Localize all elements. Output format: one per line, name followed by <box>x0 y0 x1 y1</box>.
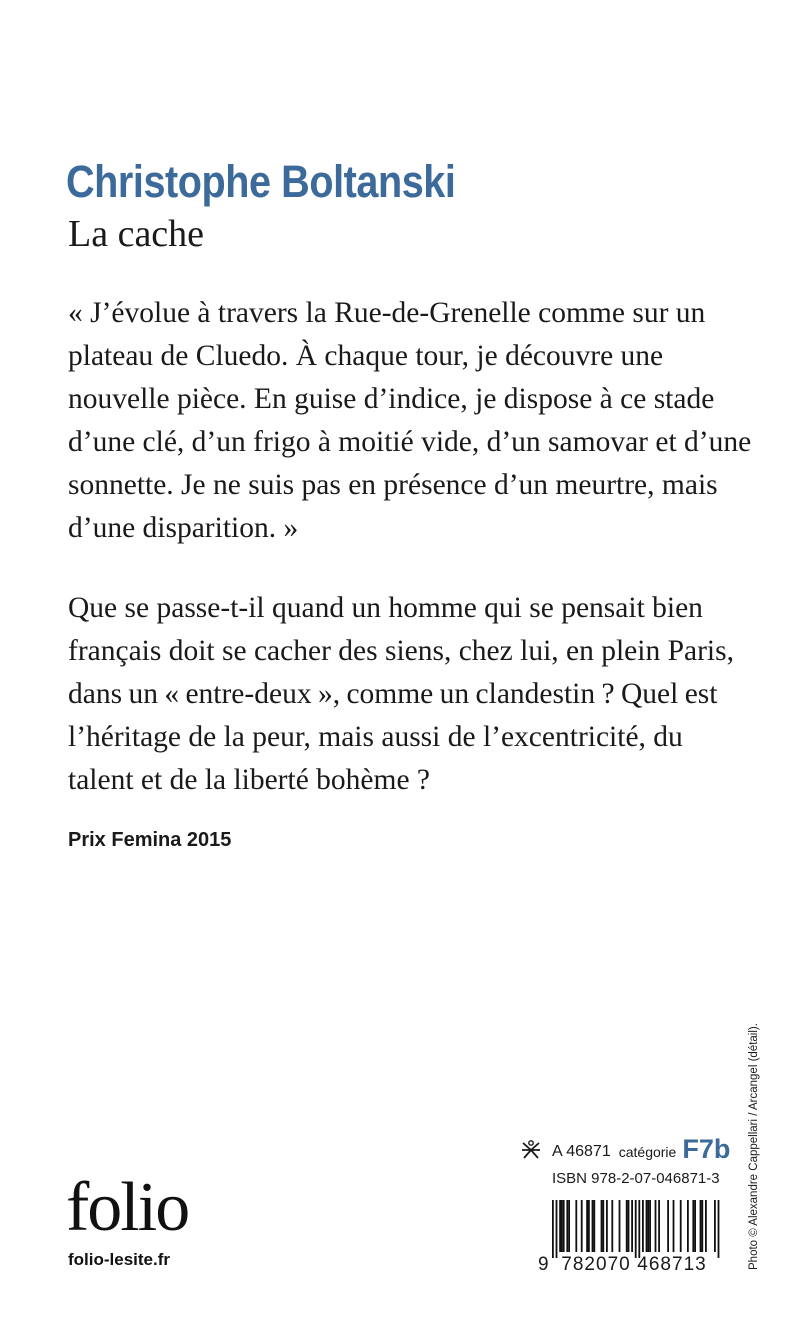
barcode-bar <box>628 1200 630 1252</box>
folio-logo: folio <box>66 1169 189 1246</box>
excerpt-quote <box>68 292 758 550</box>
barcode-bar <box>694 1200 696 1252</box>
barcode-bar <box>647 1200 649 1252</box>
barcode-bar <box>561 1200 563 1252</box>
barcode-bar <box>611 1200 613 1252</box>
barcode-bar <box>718 1200 720 1258</box>
barcode-bar <box>701 1200 703 1252</box>
barcode-bar <box>586 1200 588 1252</box>
summary-line: français doit se cacher des siens, chez lui, en plein Paris, <box>68 635 734 667</box>
barcode-bar <box>593 1200 595 1252</box>
quote-line: sonnette. Je ne suis pas en présence d’un meurtre, mais <box>68 469 718 501</box>
barcode-bar <box>606 1200 608 1252</box>
quote-line: d’une disparition. » <box>68 512 299 544</box>
barcode-bar <box>655 1200 657 1252</box>
barcode-bar <box>601 1200 603 1252</box>
barcode-bar <box>575 1200 577 1252</box>
barcode-bar <box>667 1200 669 1252</box>
barcode-bar <box>680 1200 682 1252</box>
barcode-bar <box>556 1200 558 1258</box>
summary-line: dans un « entre-deux », comme un clandestin ? Quel est <box>68 678 718 710</box>
barcode-bar <box>638 1200 640 1258</box>
barcode-bar <box>563 1200 565 1252</box>
barcode-bar <box>700 1200 702 1252</box>
summary-line: Que se passe-t-il quand un homme qui se pensait bien <box>68 592 703 624</box>
barcode <box>536 1200 720 1272</box>
barcode-bar <box>714 1200 716 1252</box>
book-title: La cache <box>68 213 205 255</box>
barcode-bar <box>646 1200 648 1252</box>
author-name: Christophe Boltanski <box>66 156 456 207</box>
barcode-bar <box>687 1200 689 1252</box>
barcode-bar <box>552 1200 554 1258</box>
barcode-digits-left: 782070 <box>561 1254 631 1272</box>
barcode-bar <box>673 1200 675 1252</box>
barcode-bar <box>619 1200 621 1252</box>
isbn: ISBN 978-2-07-046871-3 <box>552 1170 720 1187</box>
category-code: F7b <box>682 1134 731 1164</box>
summary-line: l’héritage de la peur, mais aussi de l’excentricité, du <box>68 721 683 753</box>
summary-line: talent et de la liberté bohème ? <box>68 764 431 796</box>
barcode-bar <box>692 1200 694 1252</box>
catalog-line <box>520 1130 730 1164</box>
barcode-bar <box>649 1200 651 1252</box>
barcode-bar <box>559 1200 561 1252</box>
barcode-digit-lead: 9 <box>538 1254 549 1272</box>
barcode-bar <box>581 1200 583 1252</box>
barcode-bar <box>588 1200 590 1252</box>
barcode-digits-right: 468713 <box>637 1254 707 1272</box>
quote-line: « J’évolue à travers la Rue-de-Grenelle comme sur un <box>68 297 706 329</box>
barcode-bar <box>626 1200 628 1252</box>
prize-award: Prix Femina 2015 <box>68 829 232 851</box>
barcode-bar <box>658 1200 660 1252</box>
quote-line: nouvelle pièce. En guise d’indice, je dispose à ce stade <box>68 383 715 415</box>
barcode-bar <box>635 1200 637 1258</box>
category-label: catégorie <box>618 1144 677 1160</box>
barcode-bar <box>602 1200 604 1252</box>
book-summary <box>68 587 758 802</box>
photo-credit: Photo © Alexandre Cappellari / Arcangel (détail). <box>748 1023 760 1270</box>
barcode-bar <box>566 1200 568 1252</box>
barcode-bar <box>568 1200 570 1252</box>
publisher-website: folio-lesite.fr <box>68 1250 171 1269</box>
barcode-bar <box>592 1200 594 1252</box>
gallimard-logo-icon <box>520 1139 542 1161</box>
barcode-bar <box>705 1200 707 1252</box>
quote-line: d’une clé, d’un frigo à moitié vide, d’un samovar et d’une <box>68 426 752 458</box>
barcode-bar <box>642 1200 644 1252</box>
catalog-code: A 46871 <box>552 1143 611 1160</box>
barcode-bar <box>631 1200 633 1252</box>
quote-line: plateau de Cluedo. À chaque tour, je découvre une <box>68 340 664 372</box>
